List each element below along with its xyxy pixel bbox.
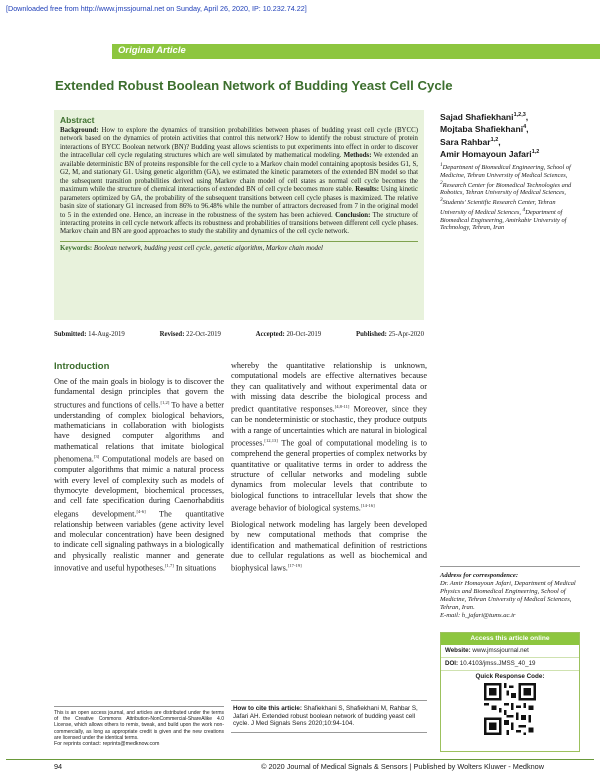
- author-list: [440, 110, 580, 159]
- author-name: Sara Rahbar$^{1,2}$,: [440, 136, 501, 147]
- body-column-right: [231, 361, 427, 574]
- footer-credit: © 2020 Journal of Medical Signals & Sensors | Published by Wolters Kluwer - Medknow: [261, 762, 544, 771]
- conclusion-text: The structure of interacting proteins in cell cycle network affects its robustness and probabilities of transitions between different cell cycle phases. Markov chain and BN are good approaches to study the stability and dynamics of the cell cycle network.: [60, 211, 418, 236]
- correspondence-text: Dr. Amir Homayoun Jafari, Department of Medical Physics and Biomedical Engineering, School of Medicine, Tehran University of Medical Sciences, Tehran, Iran.: [440, 580, 576, 611]
- keywords-text: Boolean network, budding yeast cell cycle, genetic algorithm, Markov chain model: [92, 244, 323, 252]
- article-type-label: Original Article: [118, 45, 186, 56]
- author-name: Amir Homayoun Jafari$^{1,2}$: [440, 148, 540, 159]
- doi-row[interactable]: DOI: 10.4103/jmss.JMSS_40_19: [441, 658, 579, 671]
- article-type-banner: [112, 44, 600, 59]
- citation-ref[interactable]: [1,2]: [160, 399, 170, 405]
- access-online-header: Access this article online: [441, 633, 579, 645]
- author-name: Sajad Shafiekhani$^{1,2,3}$,: [440, 111, 529, 122]
- publication-dates: [54, 331, 424, 338]
- conclusion-label: Conclusion:: [335, 211, 371, 219]
- how-to-cite-box: [231, 700, 427, 733]
- network-modeling-paragraph: Biological network modeling has largely been developed by new computational methods that comprise the identification and mathematical definition of restrictions due to cellular regulations as well as biochemical and biophysical laws.[17-19]: [231, 520, 427, 574]
- website-row[interactable]: Website: www.jmssjournal.net: [441, 645, 579, 658]
- methods-label: Methods:: [343, 152, 372, 160]
- author-column: [440, 110, 580, 232]
- cite-label: How to cite this article:: [233, 705, 302, 712]
- abstract-body: [60, 127, 418, 237]
- citation-ref[interactable]: [17-19]: [287, 563, 302, 569]
- citation-ref[interactable]: [12,13]: [264, 438, 278, 444]
- introduction-heading: Introduction: [54, 361, 110, 372]
- submitted-date: Submitted: 14-Aug-2019: [54, 331, 125, 338]
- citation-ref[interactable]: [4-6]: [136, 508, 146, 514]
- article-title: Extended Robust Boolean Network of Budding Yeast Cell Cycle: [55, 78, 453, 93]
- citation-ref[interactable]: [3]: [93, 454, 100, 460]
- published-date: Published: 25-Apr-2020: [355, 331, 424, 338]
- background-label: Background:: [60, 127, 99, 134]
- reprints-contact[interactable]: For reprints contact: reprints@medknow.com: [54, 741, 160, 747]
- cite-text: Shafiekhani S, Shafiekhani M, Rahbar S, Jafari AH. Extended robust boolean network of budding yeast cell cycle. J Med Signals Sens 2020;10:94-104.: [233, 705, 418, 728]
- correspondence-label: Address for correspondence:: [440, 572, 519, 579]
- citation-ref[interactable]: [4,8-11]: [334, 404, 350, 410]
- access-online-box: [440, 632, 580, 752]
- qr-code-icon[interactable]: [484, 683, 536, 735]
- page-number: 94: [54, 762, 63, 771]
- accepted-date: Accepted: 20-Oct-2019: [255, 331, 322, 338]
- citation-ref[interactable]: [1,7]: [164, 563, 174, 569]
- correspondence-email[interactable]: E-mail: h_jafari@tums.ac.ir: [440, 612, 516, 619]
- qr-code-label: Quick Response Code:: [475, 673, 545, 680]
- author-name: Mojtaba Shafiekhani$^4$,: [440, 124, 529, 135]
- correspondence-address: [440, 566, 580, 620]
- intro-paragraph-continued: whereby the quantitative relationship is unknown, computational models are effective alternatives because they can qualitatively and without experimental data or with missing data describe the biological process and predict quantitative responses.[4,8-11] Moreover, since they can be nondeterministic or stochastic, they produce outputs with a range of uncertainties which are natural in biological processes.[12,13] The goal of computational modeling is to comprehend the general properties of complex networks by quantitative or qualitative terms in order to address the structure of cellular networks and modeling subtle dynamics from molecular levels that contribute to biological functions to intracellular levels that show the average behavior of biological systems.[14-16]: [231, 361, 428, 513]
- revised-date: Revised: 22-Oct-2019: [159, 331, 221, 338]
- keywords-label: Keywords:: [60, 244, 93, 252]
- abstract-box: [54, 110, 424, 320]
- affiliations: $^1$Department of Biomedical Engineering, School of Medicine, Tehran University of Medical Sciences, $^2$Research Center for Biomedical Technologies and Robotics, Tehran University of Medical Sciences, $^3$Students' Scientific Research Center, Tehran University of Medical Sciences, $^4$Department of Biomedical Engineering, Amirkabir University of Technology, Tehran, Iran: [440, 162, 572, 232]
- methods-text: We extended an available deterministic BN of proteins responsible for the cell cycle to a Markov chain model containing apoptosis besides G1, S, G2, M, and stationary G1. Using genetic algorithm (GA), we estimated the kinetic parameters of the extended BN model so that the subsequent transition probabilities derived using Markov chain model of cell states as normal cell cycle becomes the maximum while the structure of chemical interactions of extended BN of cell cycle becomes more stable.: [60, 152, 419, 194]
- keywords: [60, 241, 418, 253]
- results-text: Using kinetic parameters optimized by GA, the probability of the subsequent transitions between cell cycle phases is maximized. The relative basin size of stationary G1 increased from 86% to 96.48% while the number of attractors decreased from 7 in the original model to 5 in the extended one. Hence, an increase in the robustness of the system has been achieved.: [60, 186, 418, 219]
- footer-divider: [6, 759, 594, 760]
- body-column-left: [54, 377, 224, 574]
- abstract-heading: Abstract: [60, 115, 95, 125]
- download-note[interactable]: [Downloaded free from http://www.jmssjournal.net on Sunday, April 26, 2020, IP: 10.232.74.22]: [6, 4, 307, 13]
- intro-paragraph: One of the main goals in biology is to discover the fundamental design principles that govern the structures and functions of cells.[1,2] To have a better understanding of complex biological behaviors, mathematicians in collaboration with biologists have designed computer algorithms and mathematical relations that imitate biological phenomena.[3] Computational models are based on computer algorithms that mimic a natural process with every level of complexity such as models of thymocyte development, biochemical processes, and cell fate specification during Caenorhabditis elegans development.[4-6] The quantitative relationship between variables (gene activity level and molecular concentration) have been designed to indicate cell signaling pathways in a biologically and physically realistic manner and generate innovative and useful hypotheses.[1,7] In situations: [54, 377, 224, 573]
- license-note: This is an open access journal, and articles are distributed under the terms of the Creative Commons Attribution-NonCommercial-ShareAlike 4.0 License, which allows others to remix, tweak, and build upon the work non-commercially, as long as appropriate credit is given and the new creations are licensed under the identical terms.: [54, 706, 224, 741]
- results-label: Results:: [355, 186, 379, 194]
- background-text: How to explore the dynamics of transition probabilities between phases of budding yeast cell cycle (BYCC) network based on the dynamics of protein activities that control this network? How to identify the robust structure of protein interactions of BYCC Boolean network (BN)? Budding yeast allows scientists to put experiments into effect in order to discover the intracellular cell cycle regulating structures which are well simulated by mathematical modeling.: [60, 127, 418, 160]
- citation-ref[interactable]: [14-16]: [360, 502, 375, 508]
